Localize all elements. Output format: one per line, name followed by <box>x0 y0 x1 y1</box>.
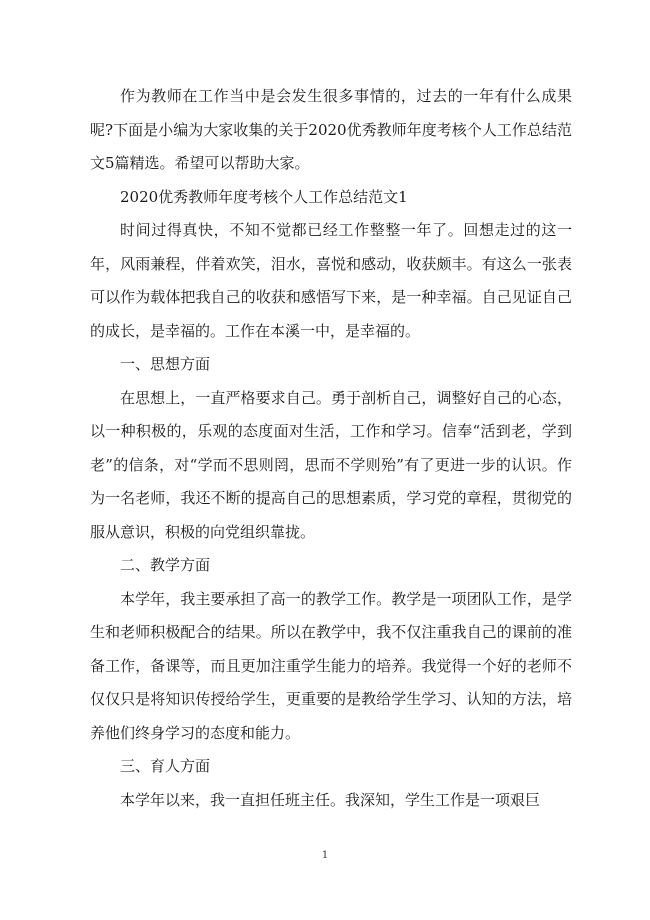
section-body-teaching: 本学年，我主要承担了高一的教学工作。教学是一项团队工作，是学生和老师积极配合的结果。所以在教学中，我不仅注重我自己的课前的准备工作，备课等，而且更加注重学生能力的培养。我觉得一个好的老师不仅仅只是将知识传授给学生，更重要的是教给学生学习、认知的方法，培养他们终身学习的态度和能力。 <box>90 589 572 742</box>
article-title: 2020优秀教师年度考核个人工作总结范文1 <box>120 187 408 206</box>
section-body-thought: 在思想上，一直严格要求自己。勇于剖析自己，调整好自己的心态，以一种积极的，乐观的态度面对生活，工作和学习。信奉“活到老，学到老”的信条，对“学而不思则罔，思而不学则殆”有了更进一步的认识。作为一名老师，我还不断的提高自己的思想素质，学习党的章程，贯彻党的服从意识，积极的向党组织靠拢。 <box>90 388 572 541</box>
section-heading-education: 三、育人方面 <box>120 757 211 775</box>
section-heading-thought: 一、思想方面 <box>120 355 211 373</box>
body-paragraph-1: 时间过得真快，不知不觉都已经工作整整一年了。回想走过的这一年，风雨兼程，伴着欢笑，泪水，喜悦和感动，收获颇丰。有这么一张表可以作为载体把我自己的收获和感悟写下来，是一种幸福。自己见证自己的成长，是幸福的。工作在本溪一中，是幸福的。 <box>90 221 572 340</box>
page-number: 1 <box>321 850 329 861</box>
intro-paragraph: 作为教师在工作当中是会发生很多事情的，过去的一年有什么成果呢?下面是小编为大家收集的关于2020优秀教师年度考核个人工作总结范文5篇精选。希望可以帮助大家。 <box>90 87 572 172</box>
section-heading-teaching: 二、教学方面 <box>120 556 211 574</box>
section-body-education: 本学年以来，我一直担任班主任。我深知，学生工作是一项艰巨 <box>120 790 541 809</box>
document-body <box>90 80 572 817</box>
